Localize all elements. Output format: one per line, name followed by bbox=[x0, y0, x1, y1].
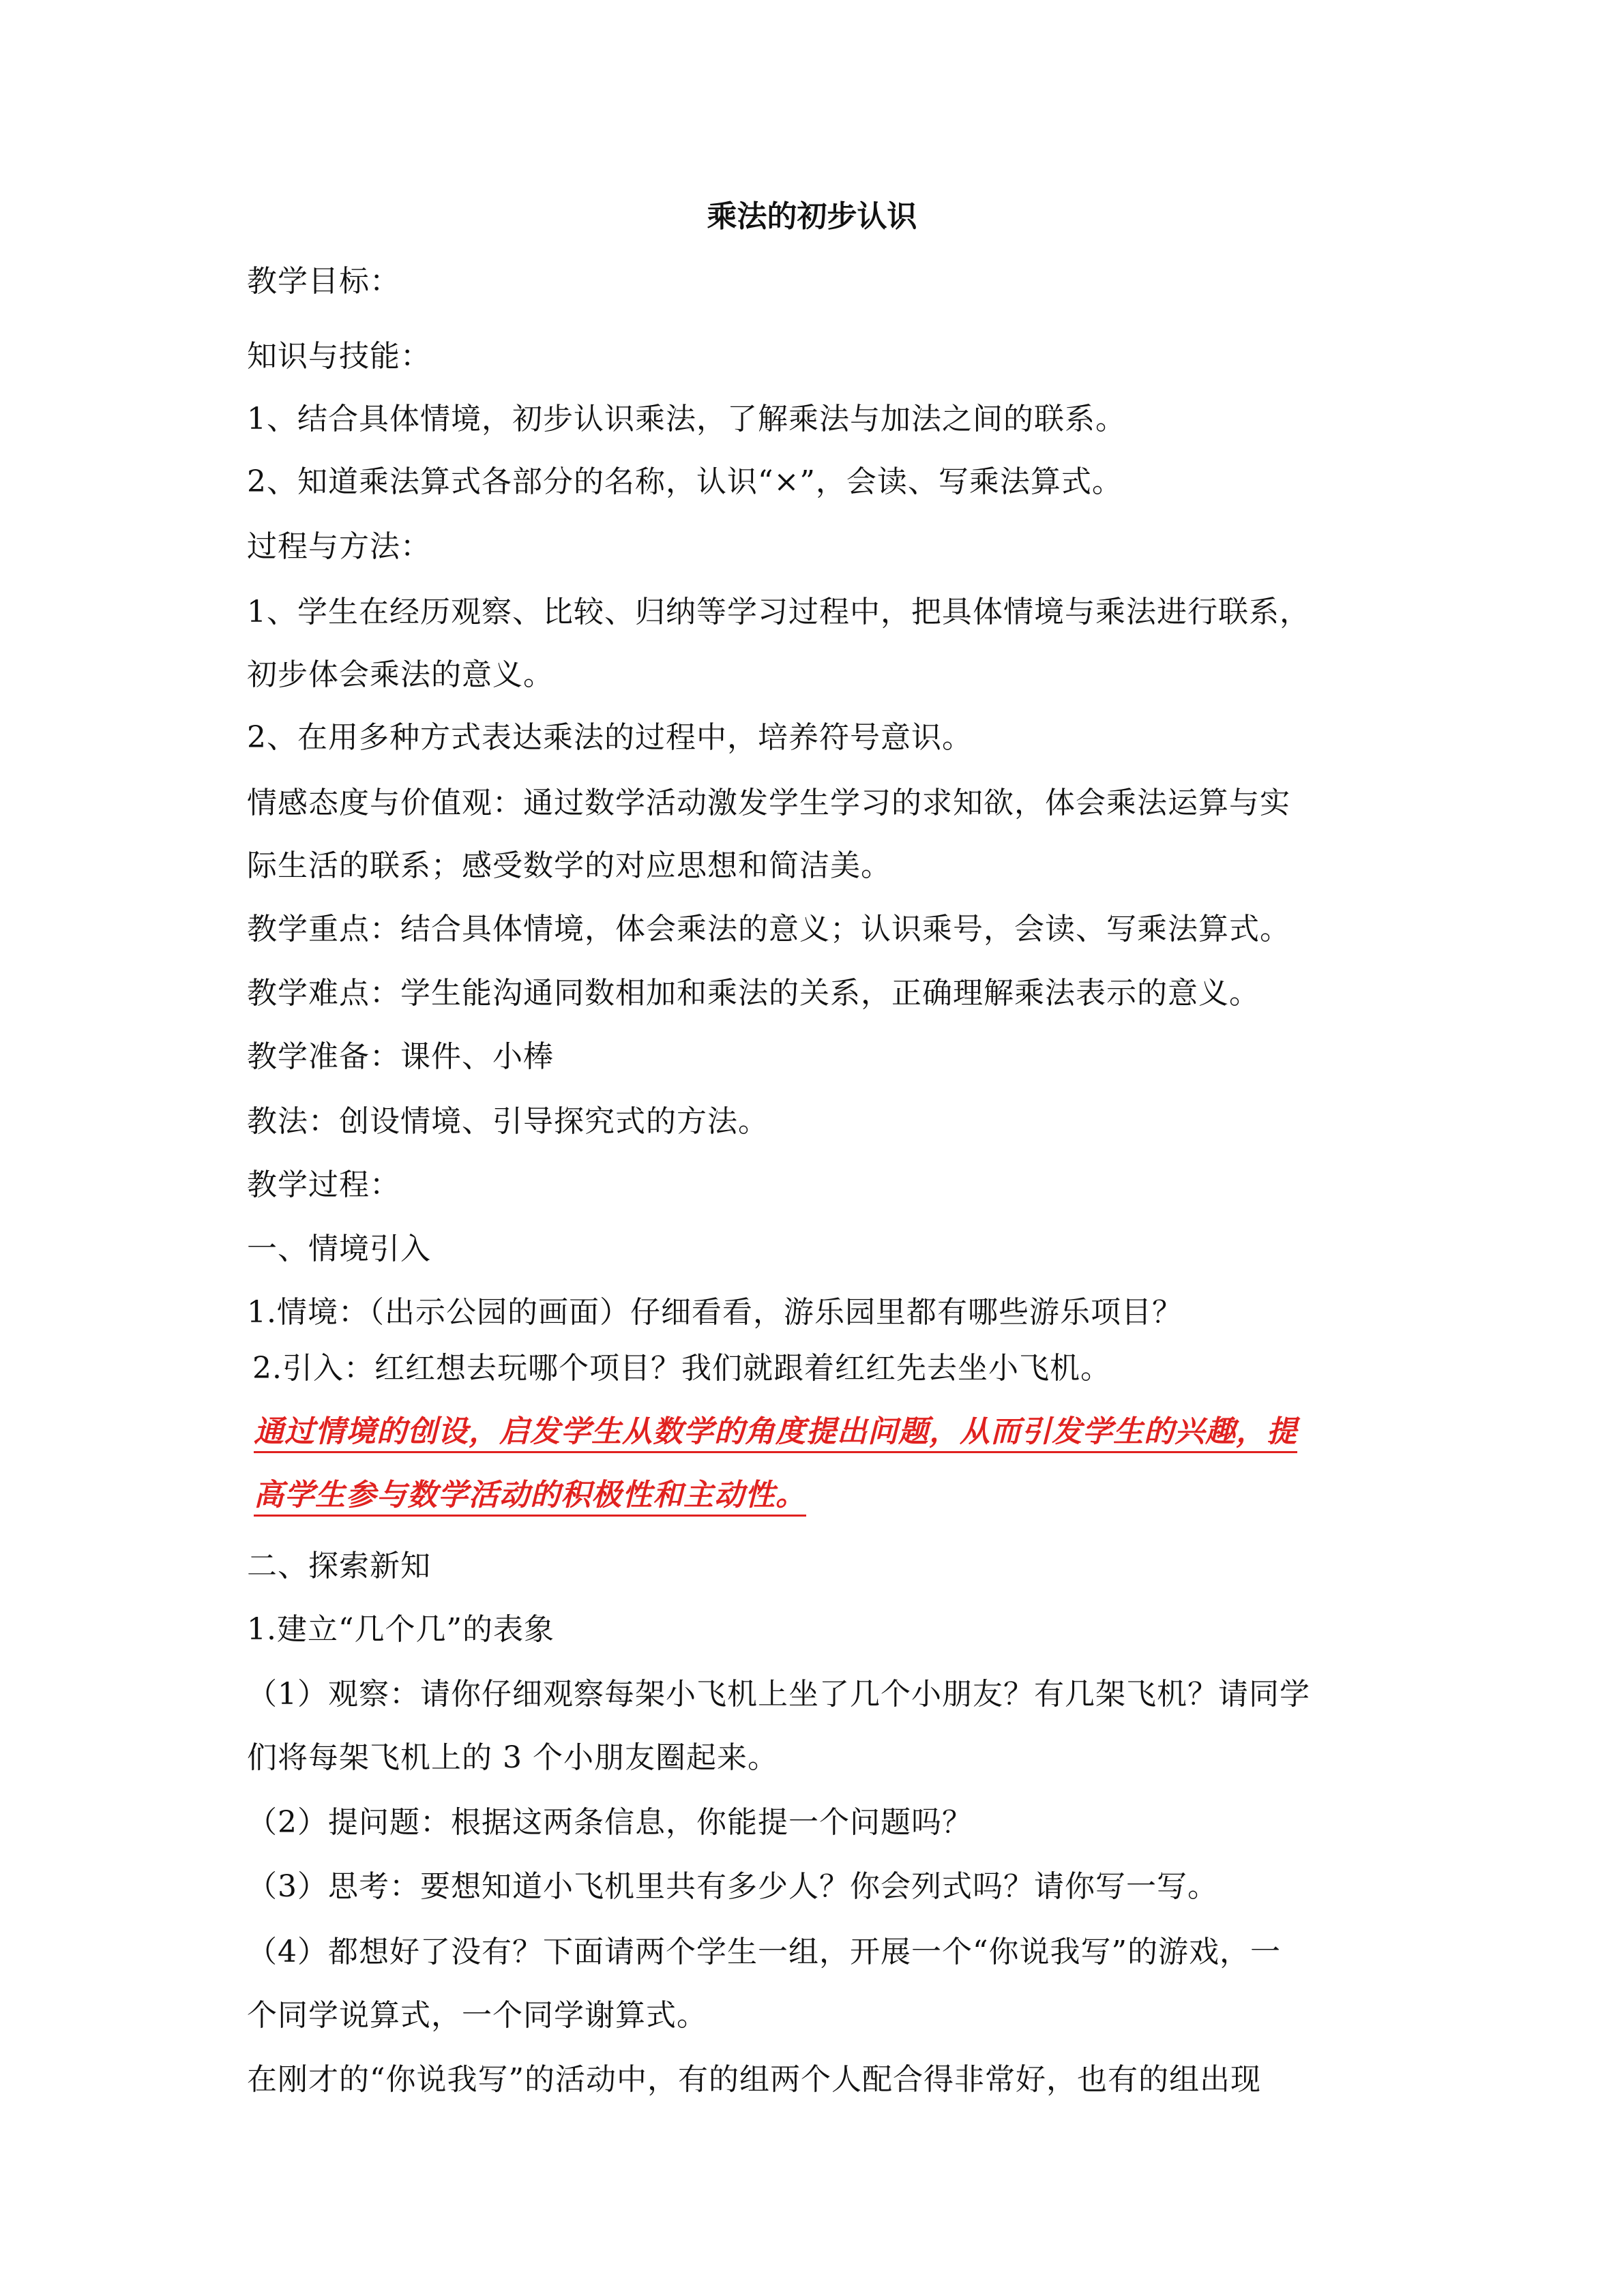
paragraph-line: （2）提问题：根据这两条信息，你能提一个问题吗？ bbox=[247, 1805, 973, 1840]
paragraph-line: 2、知道乘法算式各部分的名称，认识“×”，会读、写乘法算式。 bbox=[247, 464, 1123, 499]
process-methods-heading: 过程与方法： bbox=[247, 529, 431, 564]
paragraph-line: 1.情境：（出示公园的画面）仔细看看，游乐园里都有哪些游乐项目？ bbox=[247, 1295, 1183, 1330]
teaching-objectives-heading: 教学目标： bbox=[247, 264, 400, 299]
paragraph-line: 教学准备：课件、小棒 bbox=[247, 1039, 554, 1074]
paragraph-line: 教法：创设情境、引导探究式的方法。 bbox=[247, 1104, 769, 1139]
paragraph-line: （3）思考：要想知道小飞机里共有多少人？你会列式吗？请你写一写。 bbox=[247, 1869, 1218, 1904]
paragraph-line: 1.建立“几个几”的表象 bbox=[247, 1612, 555, 1647]
paragraph-line: 2.引入：红红想去玩哪个项目？我们就跟着红红先去坐小飞机。 bbox=[252, 1351, 1111, 1386]
document-title: 乘法的初步认识 bbox=[707, 199, 917, 234]
paragraph-line: 际生活的联系；感受数学的对应思想和简洁美。 bbox=[247, 848, 891, 883]
highlight-note-line: 高学生参与数学活动的积极性和主动性。 bbox=[254, 1478, 806, 1512]
paragraph-line: 在刚才的“你说我写”的活动中，有的组两个人配合得非常好，也有的组出现 bbox=[247, 2062, 1261, 2097]
knowledge-skills-heading: 知识与技能： bbox=[247, 339, 431, 374]
section-heading: 一、情境引入 bbox=[247, 1232, 431, 1266]
paragraph-line: 2、在用多种方式表达乘法的过程中，培养符号意识。 bbox=[247, 720, 973, 755]
paragraph-line: （4）都想好了没有？下面请两个学生一组，开展一个“你说我写”的游戏，一 bbox=[247, 1935, 1281, 1969]
paragraph-line: 个同学说算式，一个同学谢算式。 bbox=[247, 1998, 707, 2033]
paragraph-line: 情感态度与价值观：通过数学活动激发学生学习的求知欲，体会乘法运算与实 bbox=[247, 786, 1290, 820]
paragraph-line: 教学重点：结合具体情境，体会乘法的意义；认识乘号，会读、写乘法算式。 bbox=[247, 912, 1290, 946]
teaching-process-heading: 教学过程： bbox=[247, 1167, 400, 1202]
paragraph-line: （1）观察：请你仔细观察每架小飞机上坐了几个小朋友？有几架飞机？请同学 bbox=[247, 1677, 1310, 1712]
paragraph-line: 教学难点：学生能沟通同数相加和乘法的关系，正确理解乘法表示的意义。 bbox=[247, 976, 1260, 1011]
paragraph-line: 1、结合具体情境，初步认识乘法，了解乘法与加法之间的联系。 bbox=[247, 402, 1126, 436]
section-heading: 二、探索新知 bbox=[247, 1549, 431, 1583]
paragraph-line: 初步体会乘法的意义。 bbox=[247, 657, 554, 692]
highlight-note-line: 通过情境的创设，启发学生从数学的角度提出问题，从而引发学生的兴趣，提 bbox=[254, 1414, 1297, 1449]
paragraph-line: 1、学生在经历观察、比较、归纳等学习过程中，把具体情境与乘法进行联系， bbox=[247, 595, 1310, 629]
paragraph-line: 们将每架飞机上的 3 个小朋友圈起来。 bbox=[247, 1740, 778, 1775]
